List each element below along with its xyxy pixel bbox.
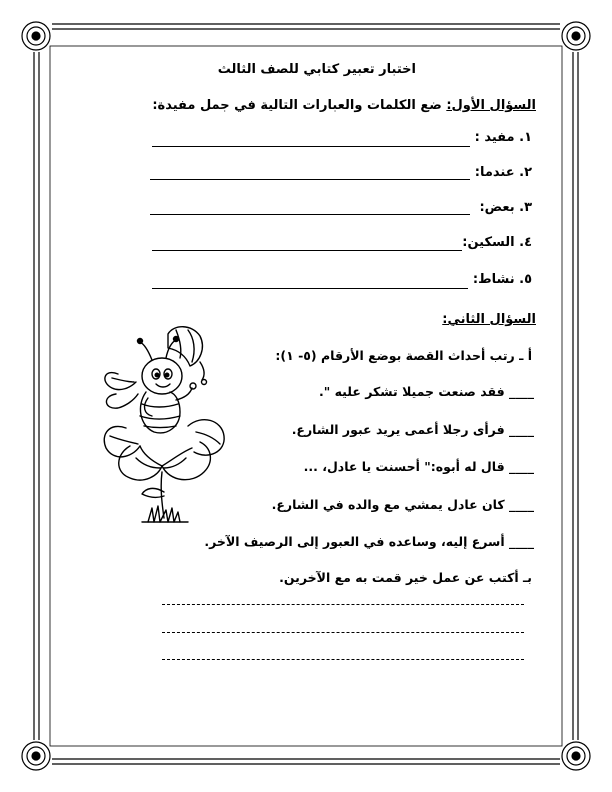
q1-label: السؤال الأول:: [446, 98, 536, 113]
bee-flower-illustration: [96, 322, 236, 532]
order-blank[interactable]: ____: [509, 497, 534, 512]
page-title: اختبار تعبير كتابي للصف الثالث: [217, 62, 416, 77]
q1-answer-line-5[interactable]: [152, 288, 468, 289]
q1-item-2: ٢. عندما:: [474, 165, 532, 180]
q1-instruction: ضع الكلمات والعبارات التالية في جمل مفيدة:: [152, 98, 442, 113]
corner-ornament-bottom-right: [562, 742, 590, 770]
order-blank[interactable]: ____: [509, 422, 534, 437]
corner-ornament-top-right: [562, 22, 590, 50]
order-blank[interactable]: ____: [509, 459, 534, 474]
order-blank[interactable]: ____: [509, 384, 534, 399]
q1-answer-line-1[interactable]: [152, 146, 470, 147]
part-b-answer-line-1[interactable]: [162, 604, 524, 605]
corner-ornament-bottom-left: [22, 742, 50, 770]
story-item: ____ فقد صنعت جميلا تشكر عليه ".: [318, 384, 534, 399]
story-item: ____ قال له أبوه:" أحسنت يا عادل، ...: [303, 459, 534, 474]
order-blank[interactable]: ____: [509, 534, 534, 549]
q1-item-4: ٤. السكين:: [462, 235, 532, 250]
q2-part-b: بـ أكتب عن عمل خير قمت به مع الآخرين.: [279, 570, 532, 585]
q1-answer-line-3[interactable]: [150, 214, 470, 215]
q1-answer-line-4[interactable]: [152, 250, 462, 251]
story-item: ____ فرأى رجلا أعمى يريد عبور الشارع.: [291, 422, 534, 437]
story-item: ____ أسرع إليه، وساعده في العبور إلى الرصيف الآخر.: [204, 534, 534, 549]
q1-item-3: ٣. بعض:: [479, 200, 532, 215]
story-item: ____ كان عادل يمشي مع والده في الشارع.: [271, 497, 534, 512]
q1-answer-line-2[interactable]: [150, 179, 470, 180]
part-b-answer-line-2[interactable]: [162, 632, 524, 633]
q2-part-a: أ ـ رتب أحداث القصة بوضع الأرقام (٥- ١):: [275, 348, 532, 363]
q1-heading: [152, 98, 536, 113]
q1-item-5: ٥. نشاط:: [472, 272, 532, 287]
q1-item-1: ١. مفيد :: [474, 130, 532, 145]
q2-label: السؤال الثاني:: [442, 312, 536, 327]
part-b-answer-line-3[interactable]: [162, 659, 524, 660]
corner-ornament-top-left: [22, 22, 50, 50]
